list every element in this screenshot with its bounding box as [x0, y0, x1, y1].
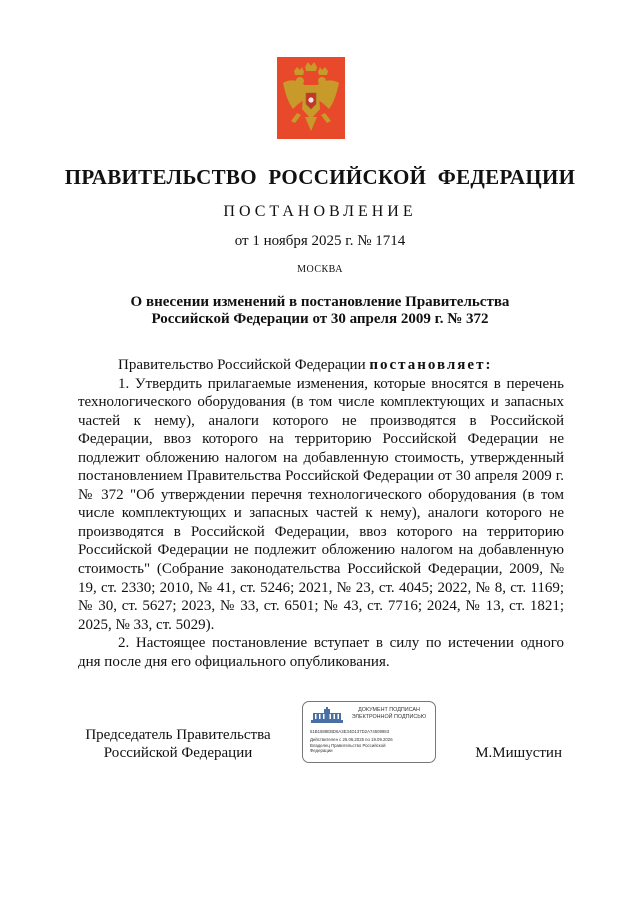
decree-lead-paragraph: [78, 356, 564, 375]
stamp-title: [347, 707, 431, 720]
government-building-icon: [311, 707, 343, 723]
document-date-number: от 1 ноября 2025 г. № 1714: [234, 233, 406, 249]
document-type: ПОСТАНОВЛЕНИЕ: [223, 203, 417, 220]
document-heading: [100, 294, 540, 328]
coat-of-arms-emblem: [277, 57, 345, 139]
heading-line-1: О внесении изменений в постановление Правительства: [130, 294, 510, 310]
heading-line-2: Российской Федерации от 30 апреля 2009 г. № 372: [151, 311, 489, 327]
signatory-position: [78, 726, 278, 762]
stamp-owner-line-2: Федерации: [310, 748, 333, 753]
stamp-title-line-1: ДОКУМЕНТ ПОДПИСАН: [358, 707, 420, 713]
stamp-certificate: 51B1588EBD6A3E34D137D2A74609983: [310, 729, 390, 734]
signatory-name: М.Мишустин: [475, 745, 562, 761]
electronic-signature-stamp: [302, 701, 436, 763]
decree-word: постановляет:: [369, 357, 493, 373]
government-title: ПРАВИТЕЛЬСТВО РОССИЙСКОЙ ФЕДЕРАЦИИ: [64, 165, 576, 189]
signatory-position-line-2: Российской Федерации: [103, 745, 253, 761]
paragraph-item-1: 1. Утвердить прилагаемые изменения, которые вносятся в перечень технологического оборудования (в том числе комплектующих и запасных частей к нему), аналоги которого не производятся в Российской Федерации, ввоз которого на территорию Российской Федерации не подлежит обложению налогом на добавленную стоимость, утвержденный постановлением Правительства Российской Федерации от 30 апреля 2009 г. № 372 "Об утверждении перечня технологического оборудования (в том числе комплектующих и запасных частей к нему), аналоги которого не производятся в Российской Федерации, ввоз которого на территорию Российской Федерации не подлежит обложению налогом на добавленную стоимость" (Собрание законодательства Российской Федерации, 2009, № 19, ст. 2330; 2010, № 41, ст. 5246; 2021, № 23, ст. 4045; 2022, № 8, ст. 1169; № 30, ст. 5627; 2023, № 33, ст. 6501; № 43, ст. 7716; 2024, № 13, ст. 1821; 2025, № 33, ст. 5029).: [78, 375, 564, 633]
stamp-owner-line-1: Владелец Правительство Российской: [310, 743, 386, 748]
signatory-position-line-1: Председатель Правительства: [85, 727, 271, 743]
document-body: [78, 356, 564, 671]
stamp-title-line-2: ЭЛЕКТРОННОЙ ПОДПИСЬЮ: [351, 713, 427, 720]
lead-prefix: Правительство Российской Федерации: [118, 357, 370, 373]
stamp-validity: Действителен с 26.06.2025 по 19.09.2026: [310, 737, 393, 742]
paragraph-item-2: 2. Настоящее постановление вступает в силу по истечении одного дня после дня его официального опубликования.: [78, 635, 564, 670]
document-city: МОСКВА: [297, 264, 343, 275]
